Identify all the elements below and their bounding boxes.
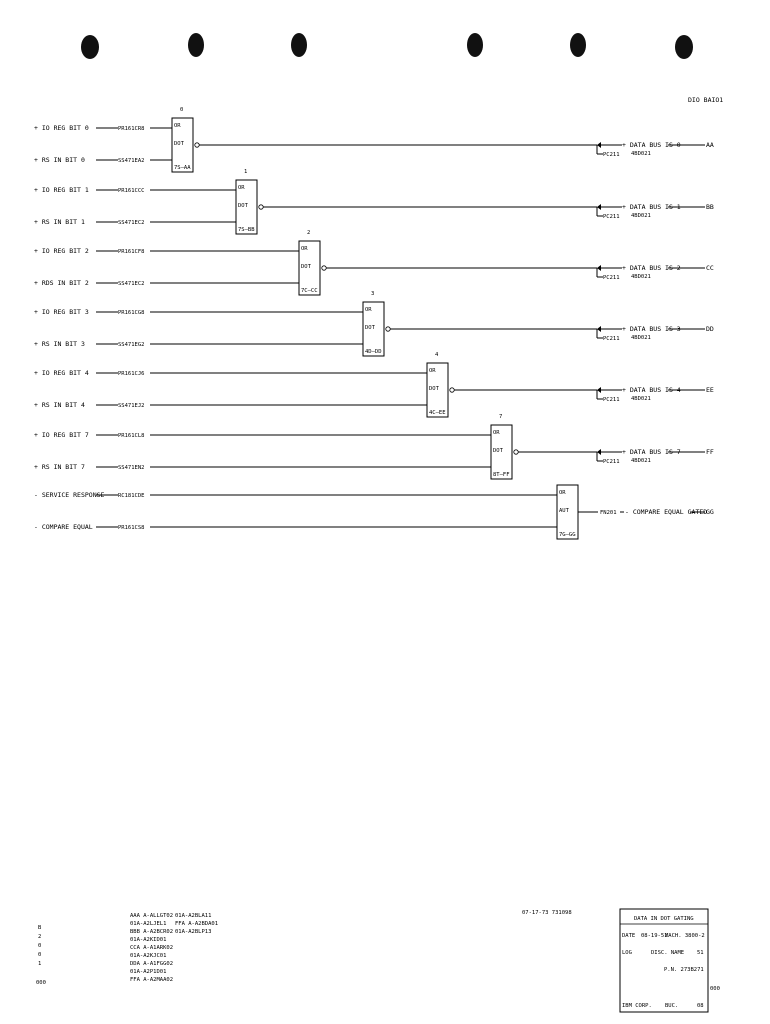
- title-block: [620, 909, 720, 1012]
- output-signal-sub: 4BD021: [631, 151, 651, 157]
- input-net-id: PR161CR8: [118, 126, 145, 132]
- output-signal-sub: 4BD021: [631, 335, 651, 341]
- crossref-entry: 01A-A2LJEL1: [130, 921, 167, 927]
- output-pin-id: FN201: [600, 510, 617, 516]
- cross-reference-list: [130, 913, 218, 983]
- output-signal-label: + DATA BUS IS 0: [622, 141, 681, 149]
- output-pin-id: PC211: [603, 336, 620, 342]
- input-signal-label: + RS IN BIT 0: [34, 156, 85, 164]
- output-connector-tag: CC: [706, 264, 714, 272]
- binder-hole: [81, 35, 99, 59]
- input-signal-label: - COMPARE EQUAL: [34, 523, 93, 531]
- output-connector-tag: GG: [706, 508, 714, 516]
- output-signal-sub: 4BD021: [631, 458, 651, 464]
- crossref-entry: 01A-A2P1D01: [130, 969, 167, 975]
- output-arrow: [597, 449, 601, 455]
- binder-hole: [675, 35, 693, 59]
- input-signal-label: + RS IN BIT 1: [34, 218, 85, 226]
- gate-reference: 4D—DD: [365, 349, 382, 355]
- input-net-id: SS471EG2: [118, 342, 145, 348]
- margin-mark: B: [38, 925, 42, 931]
- input-net-id: SS471EJ2: [118, 403, 145, 409]
- output-connector-tag: AA: [706, 141, 714, 149]
- title-block-title: DATA IN DOT GATING: [634, 916, 694, 922]
- gate-type: OR: [429, 368, 436, 374]
- inversion-bubble: [322, 266, 326, 270]
- output-pin-id: PC211: [603, 397, 620, 403]
- page-reference: DIO BAIO1: [688, 96, 724, 104]
- input-net-id: RC181CDE: [118, 493, 145, 499]
- binder-hole: [570, 33, 586, 57]
- input-net-id: PR161CL8: [118, 433, 145, 439]
- date-stamp: 07-17-73 731098: [522, 910, 572, 916]
- input-signal-label: - SERVICE RESPONSE: [34, 491, 105, 499]
- title-block-company: IBM CORP.: [622, 1003, 652, 1009]
- output-pin-id: PC211: [603, 214, 620, 220]
- binder-hole: [291, 33, 307, 57]
- output-signal-label: + DATA BUS IS 3: [622, 325, 681, 333]
- binder-holes: [81, 33, 693, 59]
- margin-mark: 0: [38, 952, 42, 958]
- output-signal-label: + DATA BUS IS 1: [622, 203, 681, 211]
- title-block-buc: BUC.: [665, 1003, 679, 1009]
- output-arrow: [597, 387, 601, 393]
- gate-number: 7: [499, 414, 503, 420]
- crossref-entry: 01A-A2BLA11: [175, 913, 212, 919]
- gate-number: 3: [371, 291, 375, 297]
- crossref-entry: 01A-A2BLP13: [175, 929, 212, 935]
- output-connector-tag: EE: [706, 386, 714, 394]
- gate-function: DOT: [174, 141, 184, 147]
- output-arrow: [597, 265, 601, 271]
- gate-number: 2: [307, 230, 311, 236]
- title-block-sheet: 51: [697, 950, 704, 956]
- crossref-entry: DDA A-A1FGG02: [130, 961, 174, 967]
- gate-function: DOT: [429, 386, 439, 392]
- circuit-wires: [96, 128, 708, 527]
- gate-number: 0: [180, 107, 184, 113]
- inversion-bubble: [386, 327, 390, 331]
- crossref-entry: 01A-A2KJC01: [130, 953, 167, 959]
- gate-function: AUT: [559, 508, 569, 514]
- output-arrow: [597, 204, 601, 210]
- gate-type: OR: [238, 185, 245, 191]
- title-block-side-mark: 000: [710, 986, 720, 992]
- input-net-id: PR161CS8: [118, 525, 145, 531]
- output-signal-sub: 4BD021: [631, 213, 651, 219]
- title-block-date: 08-19-51: [641, 933, 668, 939]
- title-block-log-label: LOG: [622, 950, 632, 956]
- input-net-id: PR161CJ6: [118, 371, 145, 377]
- gate-type: OR: [559, 490, 566, 496]
- gate-reference: 7S—BB: [238, 227, 255, 233]
- margin-mark: 0: [38, 943, 42, 949]
- output-arrow: [597, 326, 601, 332]
- output-connector-tag: FF: [706, 448, 714, 456]
- inversion-bubble: [514, 450, 518, 454]
- input-net-id: SS471EC2: [118, 220, 145, 226]
- input-signal-label: + IO REG BIT 3: [34, 308, 89, 316]
- crossref-entry: CCA A-A1ARK02: [130, 945, 174, 951]
- title-block-disc-name: DISC. NAME: [651, 950, 685, 956]
- output-connector-tag: BB: [706, 203, 714, 211]
- output-signal-label: + DATA BUS IS 7: [622, 448, 681, 456]
- input-signal-label: + RS IN BIT 4: [34, 401, 85, 409]
- input-net-id: SS471EC2: [118, 281, 145, 287]
- binder-hole: [188, 33, 204, 57]
- input-net-id: PR161CF8: [118, 249, 145, 255]
- input-signal-label: + RS IN BIT 7: [34, 463, 85, 471]
- gate-reference: 4C—EE: [429, 410, 446, 416]
- title-block-frame: [620, 909, 708, 1012]
- gate-reference: 8T—FF: [493, 472, 510, 478]
- input-signal-label: + RDS IN BIT 2: [34, 279, 89, 287]
- gate-reference: 7C—CC: [301, 288, 318, 294]
- crossref-entry: 01A-A2KID01: [130, 937, 167, 943]
- gate-reference: 7S—AA: [174, 165, 191, 171]
- input-net-id: PR161CG8: [118, 310, 145, 316]
- gate-type: OR: [301, 246, 308, 252]
- logic-gates: [172, 107, 578, 539]
- margin-mark: 2: [38, 934, 42, 940]
- input-signal-label: + IO REG BIT 2: [34, 247, 89, 255]
- output-connector-tag: DD: [706, 325, 714, 333]
- title-block-code: 08: [697, 1003, 704, 1009]
- gate-number: 4: [435, 352, 439, 358]
- gate-function: DOT: [238, 203, 248, 209]
- input-signal-label: + IO REG BIT 7: [34, 431, 89, 439]
- margin-mark: 000: [36, 980, 46, 986]
- input-net-id: PR161CCC: [118, 188, 145, 194]
- crossref-entry: FFA A-A2BDA01: [175, 921, 219, 927]
- output-signal-label: + DATA BUS IS 2: [622, 264, 681, 272]
- input-signal-label: + RS IN BIT 3: [34, 340, 85, 348]
- gate-type: OR: [174, 123, 181, 129]
- crossref-entry: BBB A-A2BCR02: [130, 929, 174, 935]
- inversion-bubble: [259, 205, 263, 209]
- gate-function: DOT: [365, 325, 375, 331]
- output-pin-id: PC211: [603, 152, 620, 158]
- gate-type: OR: [493, 430, 500, 436]
- output-signal-sub: 4BD021: [631, 274, 651, 280]
- input-signal-label: + IO REG BIT 1: [34, 186, 89, 194]
- crossref-entry: AAA A-ALLGT02: [130, 913, 174, 919]
- input-net-id: SS471EN2: [118, 465, 145, 471]
- binder-hole: [467, 33, 483, 57]
- left-margin-marks: [36, 925, 46, 986]
- inversion-bubble: [450, 388, 454, 392]
- margin-mark: 1: [38, 961, 42, 967]
- output-signal-sub: 4BD021: [631, 396, 651, 402]
- inversion-bubble: [195, 143, 199, 147]
- gate-type: OR: [365, 307, 372, 313]
- title-block-date-label: DATE: [622, 933, 636, 939]
- gate-number: 1: [244, 169, 248, 175]
- gate-function: DOT: [493, 448, 503, 454]
- output-arrow: [597, 142, 601, 148]
- gate-reference: 7G—GG: [559, 532, 576, 538]
- crossref-entry: FFA A-A2MAA02: [130, 977, 174, 983]
- output-pin-id: PC211: [603, 275, 620, 281]
- input-signal-label: + IO REG BIT 4: [34, 369, 89, 377]
- output-signal-label: - COMPARE EQUAL GATED: [625, 508, 708, 516]
- title-block-part-number: P.N. 273B271: [664, 967, 704, 973]
- input-net-id: SS471EA2: [118, 158, 145, 164]
- output-signal-label: + DATA BUS IS 4: [622, 386, 681, 394]
- input-signal-label: + IO REG BIT 0: [34, 124, 89, 132]
- title-block-machine: MACH. 3800-2: [665, 933, 705, 939]
- gate-function: DOT: [301, 264, 311, 270]
- output-pin-id: PC211: [603, 459, 620, 465]
